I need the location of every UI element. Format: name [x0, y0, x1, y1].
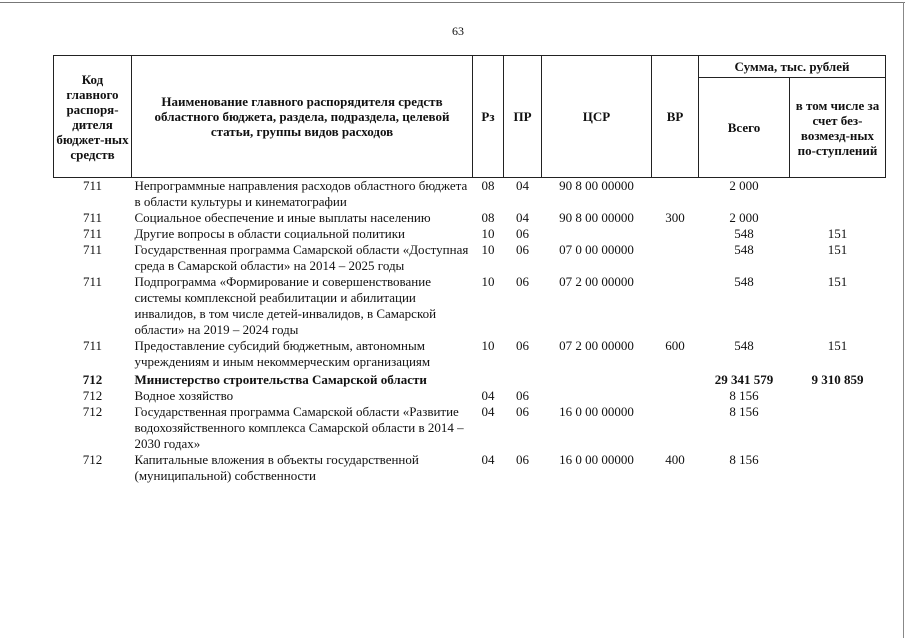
cell-code: 711 — [82, 210, 103, 225]
cell-pr: 06 — [516, 452, 529, 467]
table-row — [54, 404, 886, 452]
cell-name: Непрограммные направления расходов областного бюджета в области культуры и кинематографии — [134, 178, 468, 209]
header-including: в том числе за счет без-возмезд-ных по-ступлений — [790, 78, 886, 178]
header-total: Всего — [699, 78, 790, 178]
table-header — [54, 56, 886, 178]
cell-total: 2 000 — [729, 210, 759, 225]
cell-csr — [542, 370, 652, 388]
cell-rz: 04 — [481, 452, 495, 467]
cell-name: Предоставление субсидий бюджетным, автономным учреждениям и иным некоммерческим организациям — [134, 338, 431, 369]
cell-including: 151 — [827, 274, 848, 289]
cell-vr: 400 — [665, 452, 685, 467]
cell-csr: 16 0 00 00000 — [559, 404, 634, 419]
cell-pr: 06 — [516, 388, 529, 403]
cell-vr — [652, 178, 699, 211]
header-name: Наименование главного распорядителя средств областного бюджета, раздела, подраздела, целевой статьи, группы видов расходов — [132, 56, 473, 178]
cell-total: 548 — [734, 274, 754, 289]
cell-csr: 07 2 00 00000 — [559, 338, 634, 353]
cell-pr: 06 — [516, 226, 529, 241]
cell-csr: 16 0 00 00000 — [559, 452, 634, 467]
cell-including — [790, 388, 886, 404]
budget-table — [53, 55, 886, 484]
table-row — [54, 226, 886, 242]
cell-vr — [652, 226, 699, 242]
table-row — [54, 452, 886, 484]
cell-name: Подпрограмма «Формирование и совершенствование системы комплексной реабилитации и абилитации инвалидов, в том числе детей-инвалидов, в Самарской области» на 2019 – 2024 годы — [134, 274, 437, 337]
table-body — [54, 178, 886, 485]
cell-csr — [542, 388, 652, 404]
header-sum: Сумма, тыс. рублей — [699, 56, 886, 78]
cell-including — [790, 210, 886, 226]
table-row — [54, 178, 886, 211]
cell-name: Другие вопросы в области социальной политики — [134, 226, 405, 241]
cell-pr: 06 — [516, 404, 529, 419]
header-vr: ВР — [652, 56, 699, 178]
cell-csr: 07 2 00 00000 — [559, 274, 634, 289]
top-border-line — [0, 2, 905, 3]
cell-name: Водное хозяйство — [134, 388, 234, 403]
cell-including — [790, 178, 886, 211]
cell-name: Государственная программа Самарской области «Доступная среда в Самарской области» на 2014 – 2025 годы — [134, 242, 469, 273]
cell-vr — [652, 242, 699, 274]
cell-rz: 04 — [481, 404, 495, 419]
cell-code: 711 — [82, 178, 103, 193]
page-number: 63 — [452, 24, 464, 38]
cell-rz: 08 — [481, 178, 495, 193]
cell-including: 9 310 859 — [811, 372, 864, 387]
cell-code: 711 — [82, 226, 103, 241]
cell-name: Министерство строительства Самарской области — [134, 372, 427, 387]
cell-csr — [542, 226, 652, 242]
cell-vr: 300 — [665, 210, 685, 225]
cell-total: 548 — [734, 242, 754, 257]
cell-vr — [652, 274, 699, 338]
table-row — [54, 242, 886, 274]
header-rz: Рз — [473, 56, 504, 178]
cell-total: 548 — [734, 338, 754, 353]
cell-code: 711 — [82, 274, 103, 289]
cell-including: 151 — [827, 242, 848, 257]
table-row — [54, 338, 886, 370]
cell-total: 8 156 — [729, 452, 759, 467]
cell-pr: 04 — [516, 178, 529, 193]
header-code: Код главного распоря-дителя бюджет-ных средств — [54, 56, 132, 178]
cell-including — [790, 404, 886, 452]
cell-including — [790, 452, 886, 484]
cell-name: Социальное обеспечение и иные выплаты населению — [134, 210, 431, 225]
header-csr: ЦСР — [542, 56, 652, 178]
table-row — [54, 370, 886, 388]
cell-rz: 10 — [481, 338, 495, 353]
right-border-line — [903, 2, 904, 638]
cell-pr: 06 — [516, 274, 529, 289]
table-row — [54, 210, 886, 226]
cell-code: 712 — [82, 404, 103, 419]
cell-code: 712 — [82, 388, 103, 403]
cell-vr — [652, 404, 699, 452]
cell-code: 712 — [82, 452, 103, 467]
cell-csr: 07 0 00 00000 — [559, 242, 634, 257]
cell-csr: 90 8 00 00000 — [559, 178, 634, 193]
cell-csr: 90 8 00 00000 — [559, 210, 634, 225]
cell-code: 711 — [82, 242, 103, 257]
table-row — [54, 388, 886, 404]
cell-pr: 06 — [516, 338, 529, 353]
cell-pr: 04 — [516, 210, 529, 225]
cell-total: 548 — [734, 226, 754, 241]
cell-rz: 10 — [481, 242, 495, 257]
cell-total: 2 000 — [729, 178, 759, 193]
cell-name: Капитальные вложения в объекты государственной (муниципальной) собственности — [134, 452, 419, 483]
cell-pr: 06 — [516, 242, 529, 257]
cell-vr — [652, 370, 699, 388]
cell-vr: 600 — [665, 338, 685, 353]
cell-rz: 10 — [481, 274, 495, 289]
table-row — [54, 274, 886, 338]
cell-pr — [504, 370, 542, 388]
cell-rz: 04 — [481, 388, 495, 403]
cell-rz: 08 — [481, 210, 495, 225]
cell-total: 8 156 — [729, 404, 759, 419]
cell-vr — [652, 388, 699, 404]
cell-total: 29 341 579 — [714, 372, 774, 387]
header-pr: ПР — [504, 56, 542, 178]
cell-including: 151 — [827, 226, 848, 241]
cell-including: 151 — [827, 338, 848, 353]
cell-rz: 10 — [481, 226, 495, 241]
cell-name: Государственная программа Самарской области «Развитие водохозяйственного комплекса Самарской области в 2014 – 2030 годах» — [134, 404, 464, 451]
cell-code: 711 — [82, 338, 103, 353]
cell-rz — [473, 370, 504, 388]
cell-code: 712 — [82, 372, 103, 387]
cell-total: 8 156 — [729, 388, 759, 403]
